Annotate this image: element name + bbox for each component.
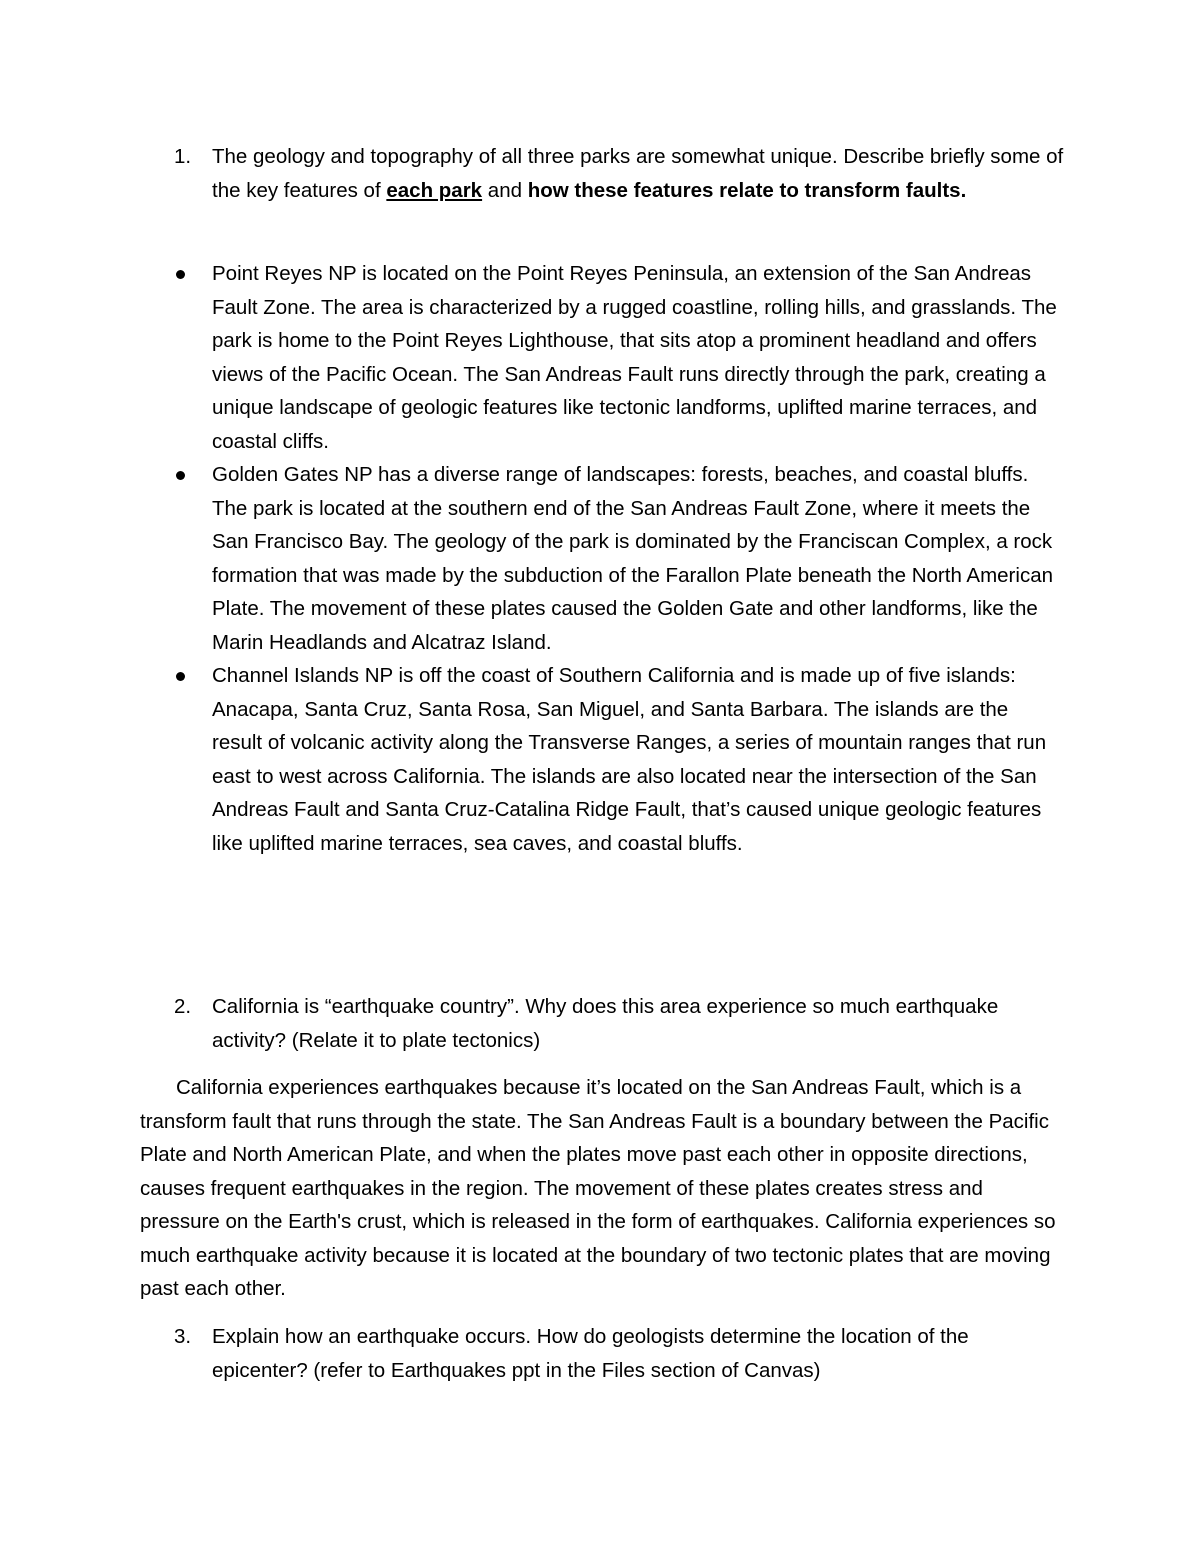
question-2 <box>174 990 1064 1057</box>
question-1-number: 1. <box>174 145 192 168</box>
emphasis-transform-faults: how these features relate to transform faults. <box>527 178 967 202</box>
emphasis-each-park: each park <box>386 178 483 202</box>
bullet-point-reyes: Point Reyes NP is located on the Point Reyes Peninsula, an extension of the San Andreas Fault Zone. The area is characterized by a rugged coastline, rolling hills, and grasslands. The park is home to the Point Reyes Lighthouse, that sits atop a prominent headland and offers views of the Pacific Ocean. The San Andreas Fault runs directly through the park, creating a unique landscape of geologic features like tectonic landforms, uplifted marine terraces, and coastal cliffs. <box>174 257 1064 458</box>
bullet-icon <box>176 672 185 681</box>
question-1 <box>174 140 1064 207</box>
park-bullet-list <box>174 257 1064 860</box>
bullet-icon <box>176 471 185 480</box>
answer-2-paragraph: California experiences earthquakes because it’s located on the San Andreas Fault, which is a transform fault that runs through the state. The San Andreas Fault is a boundary between the Pacific Plate and North American Plate, and when the plates move past each other in opposite directions, causes frequent earthquakes in the region. The movement of these plates creates stress and pressure on the Earth's crust, which is released in the form of earthquakes. California experiences so much earthquake activity because it is located at the boundary of two tectonic plates that are moving past each other. <box>140 1076 1056 1300</box>
question-3-number: 3. <box>174 1325 192 1348</box>
question-2-number: 2. <box>174 995 192 1018</box>
question-3 <box>174 1320 1064 1387</box>
bullet-icon <box>176 270 185 279</box>
question-2-text: California is “earthquake country”. Why does this area experience so much earthquake activity? (Relate it to plate tectonics) <box>212 995 999 1052</box>
bullet-golden-gate: Golden Gates NP has a diverse range of landscapes: forests, beaches, and coastal bluffs. The park is located at the southern end of the San Andreas Fault Zone, where it meets the San Francisco Bay. The geology of the park is dominated by the Franciscan Complex, a rock formation that was made by the subduction of the Farallon Plate beneath the North American Plate. The movement of these plates caused the Golden Gate and other landforms, like the Marin Headlands and Alcatraz Island. <box>174 458 1064 659</box>
question-1-text: The geology and topography of all three parks are somewhat unique. Describe briefly some of the key features of each park and how these features relate to transform faults. <box>212 145 1064 202</box>
question-3-text: Explain how an earthquake occurs. How do geologists determine the location of the epicenter? (refer to Earthquakes ppt in the Files section of Canvas) <box>212 1325 969 1382</box>
bullet-channel-islands: Channel Islands NP is off the coast of Southern California and is made up of five islands: Anacapa, Santa Cruz, Santa Rosa, San Miguel, and Santa Barbara. The islands are the result of volcanic activity along the Transverse Ranges, a series of mountain ranges that run east to west across California. The islands are also located near the intersection of the San Andreas Fault and Santa Cruz-Catalina Ridge Fault, that’s caused unique geologic features like uplifted marine terraces, sea caves, and coastal bluffs. <box>174 659 1064 860</box>
